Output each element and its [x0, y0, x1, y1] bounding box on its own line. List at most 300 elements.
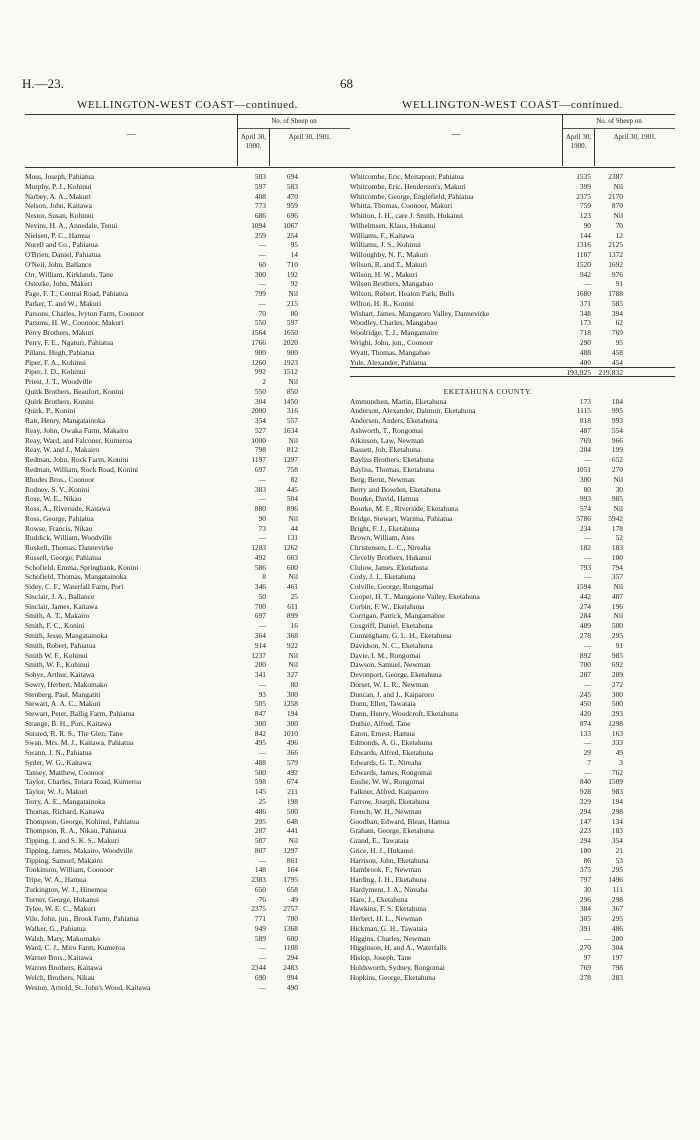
table-row — [25, 592, 350, 602]
sheep-1901: 16 — [290, 621, 298, 631]
table-row — [350, 289, 675, 299]
owner-name: Brown, William, Ates — [350, 533, 415, 543]
sheep-1901: 80 — [290, 308, 298, 318]
table-row — [25, 846, 350, 856]
table-row — [350, 709, 675, 719]
sheep-1901: 164 — [286, 865, 298, 875]
owner-name: Woolridge, T. J., Mangamaire — [350, 328, 439, 338]
sheep-1901: 470 — [286, 191, 298, 201]
owner-name: Whitcombe, Eric, Meitapoor, Pahiatua — [350, 172, 464, 181]
owner-name: Syder, W. G., Kaitawa — [25, 757, 92, 767]
sheep-1901: 985 — [611, 494, 623, 504]
sheep-1901: 5942 — [608, 513, 623, 523]
owner-name: Tonkinson, William, Coonoor — [25, 865, 114, 875]
owner-name: Ruskell, Thomas, Dannevirke — [25, 543, 114, 553]
sheep-1900: 294 — [579, 806, 591, 816]
table-row — [25, 758, 350, 768]
sheep-1901: 194 — [611, 797, 623, 806]
sheep-1900: 80 — [583, 484, 591, 494]
sheep-1901: 82 — [290, 474, 298, 484]
sheep-1901: 445 — [286, 484, 298, 494]
sheep-1900: 690 — [254, 972, 266, 982]
sheep-1900: 793 — [579, 562, 591, 572]
sheep-1901: 896 — [286, 504, 298, 514]
sheep-1901: 663 — [286, 552, 298, 562]
owner-name: Sowry, Herbert, Makomako — [25, 679, 108, 689]
table-row — [350, 738, 675, 748]
sheep-1901: 134 — [611, 816, 623, 826]
sheep-1900: 840 — [579, 777, 591, 787]
owner-name: Davidson, N. C., Eketahuna — [350, 640, 433, 650]
sheep-1901: 368 — [286, 630, 298, 640]
sheep-count-group-header: No. of Sheep on — [237, 115, 350, 129]
sheep-1900: 300 — [254, 718, 266, 728]
sheep-1901: 12 — [615, 230, 623, 240]
owner-name: Tylee, W. E. C., Makuri — [25, 904, 96, 914]
table-row — [350, 514, 675, 524]
sheep-1901: 441 — [286, 826, 298, 836]
sheep-1901: 184 — [611, 396, 623, 406]
sheep-1901: 163 — [611, 728, 623, 738]
sheep-1900: — — [258, 533, 266, 543]
sheep-1900: 420 — [579, 709, 591, 719]
sheep-1901: 794 — [611, 562, 623, 572]
sheep-1901: 959 — [286, 201, 298, 211]
sheep-1900: 287 — [254, 826, 266, 836]
sheep-1900: 586 — [254, 562, 266, 572]
sheep-1900: 399 — [579, 181, 591, 191]
table-row — [350, 846, 675, 856]
sheep-1901: 3 — [619, 757, 623, 767]
owner-name: Wilson, H. W., Makuri — [350, 269, 418, 279]
sheep-1900: 450 — [579, 699, 591, 709]
sheep-1901: 394 — [611, 308, 623, 318]
sheep-1900: 495 — [254, 738, 266, 748]
col-1900-header: April 30, 1900. — [237, 128, 269, 166]
sheep-1900: 200 — [254, 660, 266, 670]
table-row — [350, 240, 675, 250]
table-row — [350, 826, 675, 836]
sheep-1901: 995 — [611, 406, 623, 416]
owner-name: Swann, J. N., Pahiatua — [25, 748, 92, 758]
sheep-1901: 994 — [286, 972, 298, 982]
sheep-1900: 700 — [254, 601, 266, 611]
sheep-1901: 354 — [611, 836, 623, 846]
sheep-1900: 900 — [254, 347, 266, 357]
sheep-1901: Nil — [613, 181, 623, 191]
table-row — [350, 787, 675, 797]
sheep-count-group-header: No. of Sheep on — [562, 115, 675, 129]
owner-name: Wilson, R. and T., Makuri — [350, 259, 428, 269]
sheep-1900: 798 — [254, 445, 266, 455]
sheep-1900: 718 — [579, 328, 591, 338]
sheep-1900: 1535 — [576, 172, 591, 181]
owner-name: Edwards, James, Rongomai — [350, 767, 433, 777]
sheep-1901: 49 — [290, 894, 298, 904]
owner-name: Smith, A. T., Makairo — [25, 611, 90, 621]
sheep-1900: — — [258, 953, 266, 963]
owner-name: Higginson, H. and A., Waterfalls — [350, 943, 447, 953]
sheep-1901: 21 — [615, 845, 623, 855]
owner-name: Hislop, Joseph, Tane — [350, 953, 412, 963]
owner-name: Devonport, George, Eketahuna — [350, 670, 442, 680]
table-row — [350, 719, 675, 729]
sheep-1901: 600 — [286, 933, 298, 943]
table-row — [350, 729, 675, 739]
table-row — [350, 895, 675, 905]
owner-name: Priest, J. T., Woodville — [25, 377, 92, 387]
owner-name: Ammundsen, Martin, Eketahuna — [350, 396, 447, 406]
table-row — [350, 201, 675, 211]
table-row — [350, 504, 675, 514]
sheep-1900: — — [258, 298, 266, 308]
sheep-1901: 758 — [286, 464, 298, 474]
sheep-1901: 1067 — [283, 220, 298, 230]
col-1900-header: April 30, 1900. — [562, 128, 594, 166]
sheep-1901: 504 — [286, 494, 298, 504]
owner-name: Bourke, David, Hamua — [350, 494, 419, 504]
owner-name: Stewart, Peter, Ballig Farm, Pahiatua — [25, 709, 135, 719]
sheep-1900: 574 — [579, 504, 591, 514]
owner-name: Piper, F. A., Kohinui — [25, 357, 86, 367]
spacer — [350, 377, 675, 387]
owner-name: Corbin, F. W., Eketahuna — [350, 601, 425, 611]
sheep-1900: 769 — [579, 963, 591, 973]
sheep-1900: 1316 — [576, 240, 591, 250]
table-row — [25, 231, 350, 241]
owner-name: Thompson, R. A., Nikau, Pahiatua — [25, 826, 127, 836]
table-row — [25, 240, 350, 250]
table-row — [25, 611, 350, 621]
sheep-1901: 366 — [286, 748, 298, 758]
owner-name: Turner, George, Hukanui — [25, 894, 100, 904]
owner-name: Moss, Joseph, Pahiatua — [25, 172, 94, 181]
sheep-1901: Nil — [288, 660, 298, 670]
sheep-1901: 53 — [615, 855, 623, 865]
sheep-1901: 295 — [611, 630, 623, 640]
owner-name: Cody, J. J., Eketahuna — [350, 572, 416, 582]
table-row — [25, 358, 350, 368]
right-table-header — [350, 114, 675, 168]
sheep-1900: 771 — [254, 914, 266, 924]
sheep-1900: 597 — [254, 181, 266, 191]
owner-name: Ostozke, John, Makuri — [25, 279, 93, 289]
table-row — [350, 465, 675, 475]
owner-name: Parsons, H. W., Coonoor, Makuri — [25, 318, 124, 328]
owner-name: Parsons, Charles, Ivyton Farm, Coonoor — [25, 308, 145, 318]
sheep-1901: 2170 — [608, 191, 623, 201]
table-row — [25, 377, 350, 387]
sheep-1900: 8 — [262, 572, 266, 582]
owner-name: Tripe, W. A., Hamua — [25, 875, 87, 885]
sheep-1901: 899 — [286, 611, 298, 621]
sheep-1900: 341 — [254, 670, 266, 680]
table-row — [25, 709, 350, 719]
sheep-1901: 500 — [611, 699, 623, 709]
sheep-1900: 2000 — [251, 406, 266, 416]
sheep-1901: 496 — [286, 738, 298, 748]
sheep-1901: 199 — [611, 445, 623, 455]
owner-name: Cooper, H. T., Mangaone Valley, Eketahuna — [350, 591, 480, 601]
table-row — [25, 445, 350, 455]
sheep-1900: 942 — [579, 269, 591, 279]
sheep-1900: 500 — [254, 767, 266, 777]
sheep-1901: 900 — [286, 347, 298, 357]
owner-name: Warner Bros., Kaitawa — [25, 953, 93, 963]
owner-name: Eaton, Ernest, Hamua — [350, 728, 415, 738]
sheep-1901: 91 — [615, 640, 623, 650]
owner-name: Williams, J. S., Kohinui — [350, 240, 421, 250]
owner-name: Smith, W. F., Kohinui — [25, 660, 90, 670]
sheep-1900: 50 — [258, 591, 266, 601]
owner-name: Hickman, G. H., Tawataia — [350, 923, 428, 933]
owner-name: Ruddick, William, Woodville — [25, 533, 112, 543]
owner-name: Bayliss Brothers, Eketahuna — [350, 455, 434, 465]
owner-name: Taylor, Charles, Totara Road, Kumeroa — [25, 777, 142, 787]
table-row — [350, 172, 675, 182]
sheep-1900: 488 — [579, 347, 591, 357]
sheep-1900: 700 — [579, 660, 591, 670]
owner-name: Berg, Bernt, Newman — [350, 474, 415, 484]
sheep-1900: 296 — [579, 894, 591, 904]
owner-name: Ward, C. J., Miro Farm, Kumeroa — [25, 943, 125, 953]
sheep-1901: 1297 — [283, 455, 298, 465]
sheep-1901: 1795 — [283, 875, 298, 885]
sheep-1901: 557 — [286, 416, 298, 426]
owner-name: Piper, J. D., Kohinui — [25, 367, 86, 377]
owner-name: Hawkins, F. S. Eketahuna — [350, 904, 427, 914]
col-1901-header: April 30, 1901. — [594, 128, 675, 166]
sheep-1901: 1368 — [283, 923, 298, 933]
table-row — [25, 602, 350, 612]
sheep-1900: 650 — [254, 884, 266, 894]
sheep-1901: 49 — [615, 748, 623, 758]
total-1901: 219,832 — [598, 368, 623, 378]
table-row — [25, 426, 350, 436]
sheep-1901: 710 — [286, 259, 298, 269]
sheep-1900: — — [583, 767, 591, 777]
page-reference: H.—23. — [22, 76, 64, 91]
table-row — [25, 553, 350, 563]
owner-name: Pillans, Hugh, Pahiatua — [25, 347, 95, 357]
table-row — [25, 924, 350, 934]
table-row — [350, 856, 675, 866]
sheep-1900: 234 — [579, 523, 591, 533]
sheep-1901: 95 — [615, 338, 623, 348]
table-row — [350, 533, 675, 543]
sheep-1900: 278 — [579, 972, 591, 982]
sheep-1900: 1594 — [576, 582, 591, 592]
table-row — [25, 865, 350, 875]
page-number: 68 — [340, 76, 353, 91]
sheep-1900: 697 — [254, 464, 266, 474]
owner-name: Clevelly Brothers, Hukanui — [350, 552, 432, 562]
sheep-1900: 487 — [579, 425, 591, 435]
owner-name: Redman, John, Rock Farm, Konini — [25, 455, 129, 465]
owner-name: Wilhelmsen, Klaus, Hukanui — [350, 220, 436, 230]
sheep-1900: — — [258, 240, 266, 250]
table-row — [25, 270, 350, 280]
sheep-1901: 316 — [286, 406, 298, 416]
owner-name: Suisted, R. R. S., The Glen, Tane — [25, 728, 123, 738]
name-column-header: — — [451, 129, 461, 139]
table-row — [25, 738, 350, 748]
table-row — [25, 221, 350, 231]
owner-name: Clulow, James, Eketahuna — [350, 562, 428, 572]
sheep-1901: 500 — [611, 621, 623, 631]
sheep-1901: 798 — [611, 963, 623, 973]
sheep-1900: 2383 — [251, 875, 266, 885]
sheep-1901: 2125 — [608, 240, 623, 250]
table-row — [350, 592, 675, 602]
sheep-1901: 254 — [286, 230, 298, 240]
owner-name: Duthie, Alfred, Tane — [350, 718, 411, 728]
sheep-1901: 52 — [615, 533, 623, 543]
sheep-1901: 70 — [615, 220, 623, 230]
table-row — [25, 983, 350, 993]
sheep-1901: 25 — [290, 591, 298, 601]
owner-name: Falkner, Alfred, Kaiparoro — [350, 787, 429, 797]
sheep-1900: 486 — [254, 806, 266, 816]
owner-name: Perry Brothers, Makuri — [25, 328, 94, 338]
owner-name: Rose, W. E., Nikau — [25, 494, 82, 504]
sheep-1901: 692 — [611, 660, 623, 670]
sheep-1900: 874 — [579, 718, 591, 728]
table-row — [350, 807, 675, 817]
table-row — [350, 953, 675, 963]
table-row — [25, 680, 350, 690]
sheep-1900: 697 — [254, 611, 266, 621]
sheep-1900: 507 — [254, 836, 266, 846]
sheep-1901: 294 — [286, 953, 298, 963]
sheep-1900: 2375 — [576, 191, 591, 201]
sheep-1901: 694 — [286, 172, 298, 181]
owner-name: Walker, G., Pahiatua — [25, 923, 86, 933]
table-row — [25, 963, 350, 973]
sheep-1901: 486 — [611, 923, 623, 933]
sheep-1901: 583 — [286, 181, 298, 191]
sheep-1901: 1692 — [608, 259, 623, 269]
owner-name: Smith, F. C., Konini — [25, 621, 85, 631]
sheep-1901: 300 — [611, 689, 623, 699]
owner-name: Herbert, H. L., Newman — [350, 914, 423, 924]
table-row — [25, 934, 350, 944]
sheep-1900: 371 — [579, 298, 591, 308]
sheep-1901: Nil — [288, 836, 298, 846]
table-row — [350, 182, 675, 192]
sheep-1900: 25 — [258, 797, 266, 806]
sheep-1900: 759 — [579, 201, 591, 211]
owner-name: Wilson Brothers, Mangabao — [350, 279, 434, 289]
county-heading — [350, 387, 675, 397]
owner-name: Reay, Ward, and Falconer, Kumeroa — [25, 435, 133, 445]
table-row — [25, 777, 350, 787]
owner-name: O'Neil, John, Ballance — [25, 259, 92, 269]
sheep-1900: 364 — [254, 630, 266, 640]
sheep-1901: 1509 — [608, 777, 623, 787]
table-row — [25, 250, 350, 260]
table-row — [25, 318, 350, 328]
sheep-1900: 300 — [254, 269, 266, 279]
sheep-1900: 284 — [579, 611, 591, 621]
table-row — [25, 904, 350, 914]
owner-name: Sidey, C. F., Waterfall Farm, Pori — [25, 582, 124, 592]
sheep-1900: 914 — [254, 640, 266, 650]
sheep-1900: — — [583, 455, 591, 465]
table-row — [350, 348, 675, 358]
table-row — [350, 777, 675, 787]
table-row — [25, 172, 350, 182]
sheep-1900: 799 — [254, 289, 266, 299]
table-row — [25, 914, 350, 924]
table-row — [350, 690, 675, 700]
owner-name: Goodban, Edward, Blean, Hamua — [350, 816, 450, 826]
table-row — [25, 670, 350, 680]
table-row — [350, 436, 675, 446]
owner-name: Edwards, G. T., Nireaha — [350, 757, 422, 767]
sheep-1900: 1094 — [251, 220, 266, 230]
owner-name: Edmonds, A. G., Eketahuna — [350, 738, 433, 748]
sheep-1901: 2387 — [608, 172, 623, 181]
right-rows — [350, 172, 675, 983]
sheep-1901: 272 — [611, 679, 623, 689]
sheep-1900: 145 — [254, 787, 266, 797]
total-row — [350, 367, 675, 377]
table-row — [25, 660, 350, 670]
sheep-1900: 1237 — [251, 650, 266, 660]
sheep-1901: Nil — [613, 611, 623, 621]
sheep-1900: 375 — [579, 865, 591, 875]
table-row — [350, 358, 675, 368]
owner-name: Perry, F. E., Ngaturi, Pahiatua — [25, 338, 114, 348]
sheep-1901: 298 — [611, 806, 623, 816]
table-row — [350, 621, 675, 631]
sheep-1901: 95 — [290, 240, 298, 250]
sheep-1900: 346 — [254, 582, 266, 592]
table-row — [350, 485, 675, 495]
sheep-1901: 611 — [287, 601, 298, 611]
sheep-1900: 144 — [579, 230, 591, 240]
owner-name: Nevins, H. A., Annedale, Tenui — [25, 220, 118, 230]
sheep-1900: 505 — [254, 699, 266, 709]
table-row — [350, 572, 675, 582]
sheep-1901: 861 — [286, 855, 298, 865]
owner-name: Dunn, Ellen, Tawataia — [350, 699, 416, 709]
sheep-1901: 454 — [611, 357, 623, 367]
table-row — [350, 797, 675, 807]
sheep-1900: — — [583, 552, 591, 562]
sheep-1901: 500 — [286, 806, 298, 816]
owner-name: Wright, John, jun., Coonoor — [350, 338, 433, 348]
owner-name: Farrow, Joseph, Eketahuna — [350, 797, 430, 806]
table-row — [25, 504, 350, 514]
owner-name: Hambrook, F., Newman — [350, 865, 422, 875]
sheep-1901: 1496 — [608, 875, 623, 885]
sheep-1901: 1262 — [283, 543, 298, 553]
table-row — [350, 934, 675, 944]
right-rows-eketahuna — [350, 397, 675, 983]
left-rows — [25, 172, 350, 992]
sheep-1900: 290 — [579, 338, 591, 348]
owner-name: Willoughby, N. F., Makuri — [350, 250, 429, 260]
table-row — [350, 416, 675, 426]
right-column — [350, 96, 675, 983]
sheep-1900: 86 — [583, 855, 591, 865]
left-table-header — [25, 114, 350, 168]
sheep-1901: 769 — [611, 328, 623, 338]
table-row — [25, 192, 350, 202]
table-row — [350, 406, 675, 416]
